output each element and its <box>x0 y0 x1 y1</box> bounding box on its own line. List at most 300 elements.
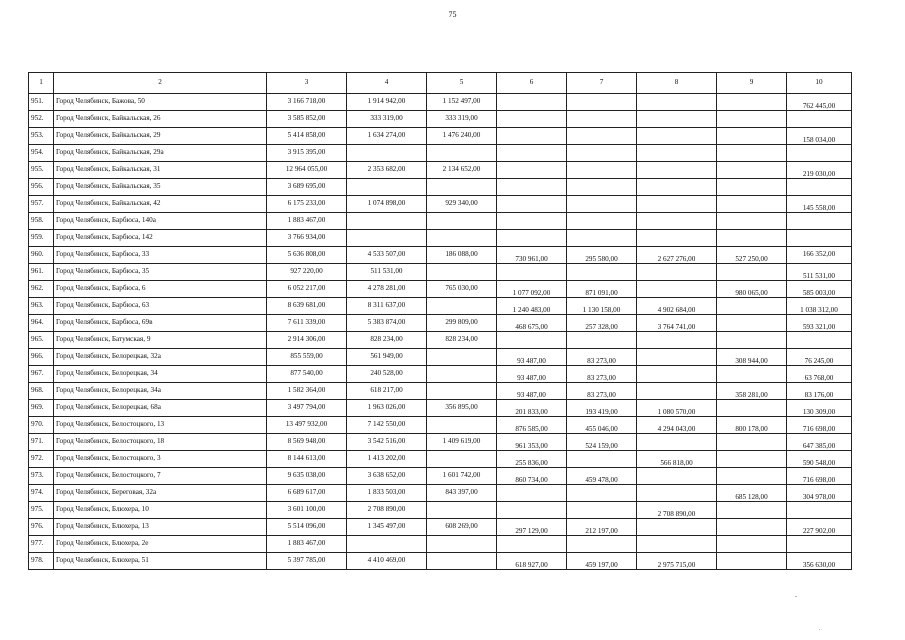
row-number: 957. <box>29 196 54 213</box>
value-cell-col10: 158 034,00 <box>787 128 852 145</box>
value-cell-col3: 9 635 038,00 <box>267 468 347 485</box>
value-cell-col4: 7 142 550,00 <box>347 417 427 434</box>
table-row <box>29 128 852 145</box>
address-cell: Город Челябинск, Барбюса, 6 <box>54 281 267 298</box>
table-row <box>29 400 852 417</box>
value-cell-col5 <box>427 502 497 519</box>
value-cell-col10: 83 176,00 <box>787 383 852 400</box>
value-cell-col4: 1 833 503,00 <box>347 485 427 502</box>
column-header-7: 7 <box>567 73 637 94</box>
table-row <box>29 281 852 298</box>
table-row <box>29 383 852 400</box>
value-cell-col7: 1 130 158,00 <box>567 298 637 315</box>
address-cell: Город Челябинск, Байкальская, 26 <box>54 111 267 128</box>
table-row <box>29 485 852 502</box>
scan-speck <box>819 629 820 630</box>
table-row <box>29 145 852 162</box>
value-cell-col10: 76 245,00 <box>787 349 852 366</box>
value-cell-col10: 511 531,00 <box>787 264 852 281</box>
value-cell-col3: 3 601 100,00 <box>267 502 347 519</box>
address-cell: Город Челябинск, Белостоцкого, 13 <box>54 417 267 434</box>
registry-table <box>28 72 852 570</box>
value-cell-col8: 2 627 276,00 <box>637 247 717 264</box>
table-row <box>29 264 852 281</box>
row-number: 956. <box>29 179 54 196</box>
value-cell-col10 <box>787 502 852 519</box>
value-cell-col4 <box>347 179 427 196</box>
row-number: 971. <box>29 434 54 451</box>
value-cell-col10 <box>787 179 852 196</box>
value-cell-col10: 227 902,00 <box>787 519 852 536</box>
table-row <box>29 332 852 349</box>
value-cell-col7 <box>567 332 637 349</box>
address-cell: Город Челябинск, Барбюса, 69в <box>54 315 267 332</box>
value-cell-col8 <box>637 485 717 502</box>
value-cell-col7: 257 328,00 <box>567 315 637 332</box>
table-row <box>29 417 852 434</box>
address-cell: Город Челябинск, Белорецкая, 34а <box>54 383 267 400</box>
value-cell-col8: 2 708 890,00 <box>637 502 717 519</box>
value-cell-col8: 566 818,00 <box>637 451 717 468</box>
address-cell: Город Челябинск, Байкальская, 31 <box>54 162 267 179</box>
value-cell-col8 <box>637 349 717 366</box>
value-cell-col6 <box>497 332 567 349</box>
value-cell-col9: 358 281,00 <box>717 383 787 400</box>
value-cell-col9 <box>717 298 787 315</box>
column-header-9: 9 <box>717 73 787 94</box>
value-cell-col5 <box>427 417 497 434</box>
value-cell-col10: 716 698,00 <box>787 417 852 434</box>
value-cell-col8 <box>637 213 717 230</box>
table-row <box>29 111 852 128</box>
value-cell-col8 <box>637 383 717 400</box>
value-cell-col3: 5 414 858,00 <box>267 128 347 145</box>
table-row <box>29 315 852 332</box>
row-number: 964. <box>29 315 54 332</box>
value-cell-col9 <box>717 94 787 111</box>
value-cell-col5: 765 030,00 <box>427 281 497 298</box>
value-cell-col7: 459 478,00 <box>567 468 637 485</box>
value-cell-col7 <box>567 145 637 162</box>
value-cell-col4: 1 074 898,00 <box>347 196 427 213</box>
value-cell-col3: 5 397 785,00 <box>267 553 347 570</box>
value-cell-col6: 255 836,00 <box>497 451 567 468</box>
value-cell-col8 <box>637 145 717 162</box>
value-cell-col10 <box>787 536 852 553</box>
value-cell-col3: 3 585 852,00 <box>267 111 347 128</box>
value-cell-col5 <box>427 298 497 315</box>
value-cell-col8 <box>637 332 717 349</box>
value-cell-col10 <box>787 145 852 162</box>
value-cell-col9 <box>717 502 787 519</box>
value-cell-col9 <box>717 162 787 179</box>
value-cell-col6 <box>497 94 567 111</box>
value-cell-col9 <box>717 179 787 196</box>
value-cell-col9 <box>717 213 787 230</box>
value-cell-col7: 83 273,00 <box>567 349 637 366</box>
value-cell-col10: 1 038 312,00 <box>787 298 852 315</box>
row-number: 962. <box>29 281 54 298</box>
value-cell-col6 <box>497 485 567 502</box>
row-number: 953. <box>29 128 54 145</box>
value-cell-col9 <box>717 536 787 553</box>
value-cell-col7 <box>567 179 637 196</box>
value-cell-col8: 4 902 684,00 <box>637 298 717 315</box>
value-cell-col6: 961 353,00 <box>497 434 567 451</box>
value-cell-col3: 5 636 808,00 <box>267 247 347 264</box>
row-number: 966. <box>29 349 54 366</box>
column-header-6: 6 <box>497 73 567 94</box>
value-cell-col5 <box>427 213 497 230</box>
value-cell-col5: 929 340,00 <box>427 196 497 213</box>
value-cell-col4 <box>347 230 427 247</box>
value-cell-col6 <box>497 230 567 247</box>
value-cell-col6: 1 240 483,00 <box>497 298 567 315</box>
value-cell-col10 <box>787 332 852 349</box>
value-cell-col7: 83 273,00 <box>567 383 637 400</box>
value-cell-col6: 93 487,00 <box>497 366 567 383</box>
value-cell-col9 <box>717 145 787 162</box>
value-cell-col5: 828 234,00 <box>427 332 497 349</box>
row-number: 978. <box>29 553 54 570</box>
value-cell-col6 <box>497 128 567 145</box>
value-cell-col7: 193 419,00 <box>567 400 637 417</box>
column-header-10: 10 <box>787 73 852 94</box>
row-number: 965. <box>29 332 54 349</box>
address-cell: Город Челябинск, Белостоцкого, 7 <box>54 468 267 485</box>
value-cell-col10: 590 548,00 <box>787 451 852 468</box>
value-cell-col3: 3 766 934,00 <box>267 230 347 247</box>
value-cell-col4: 511 531,00 <box>347 264 427 281</box>
value-cell-col10: 716 698,00 <box>787 468 852 485</box>
row-number: 954. <box>29 145 54 162</box>
address-cell: Город Челябинск, Белорецкая, 32а <box>54 349 267 366</box>
value-cell-col3: 855 559,00 <box>267 349 347 366</box>
value-cell-col8 <box>637 468 717 485</box>
value-cell-col9 <box>717 434 787 451</box>
value-cell-col8: 4 294 043,00 <box>637 417 717 434</box>
value-cell-col9 <box>717 553 787 570</box>
value-cell-col6: 730 961,00 <box>497 247 567 264</box>
value-cell-col6 <box>497 179 567 196</box>
value-cell-col3: 1 883 467,00 <box>267 536 347 553</box>
value-cell-col8 <box>637 434 717 451</box>
address-cell: Город Челябинск, Белорецкая, 34 <box>54 366 267 383</box>
value-cell-col10: 356 630,00 <box>787 553 852 570</box>
column-header-2: 2 <box>54 73 267 94</box>
value-cell-col5: 1 601 742,00 <box>427 468 497 485</box>
value-cell-col7 <box>567 536 637 553</box>
address-cell: Город Челябинск, Блюхера, 2е <box>54 536 267 553</box>
value-cell-col4: 4 533 507,00 <box>347 247 427 264</box>
row-number: 973. <box>29 468 54 485</box>
value-cell-col7 <box>567 94 637 111</box>
value-cell-col4: 828 234,00 <box>347 332 427 349</box>
table-row <box>29 247 852 264</box>
value-cell-col7 <box>567 162 637 179</box>
value-cell-col10: 145 558,00 <box>787 196 852 213</box>
table-row <box>29 366 852 383</box>
value-cell-col7 <box>567 111 637 128</box>
value-cell-col9 <box>717 315 787 332</box>
table-row <box>29 468 852 485</box>
value-cell-col4: 333 319,00 <box>347 111 427 128</box>
value-cell-col7 <box>567 213 637 230</box>
value-cell-col9: 308 944,00 <box>717 349 787 366</box>
value-cell-col9 <box>717 468 787 485</box>
value-cell-col7: 459 197,00 <box>567 553 637 570</box>
scan-speck <box>795 596 797 597</box>
value-cell-col6: 201 833,00 <box>497 400 567 417</box>
value-cell-col9 <box>717 230 787 247</box>
value-cell-col4: 240 528,00 <box>347 366 427 383</box>
value-cell-col4 <box>347 213 427 230</box>
address-cell: Город Челябинск, Белостоцкого, 3 <box>54 451 267 468</box>
value-cell-col5: 333 319,00 <box>427 111 497 128</box>
row-number: 960. <box>29 247 54 264</box>
value-cell-col5 <box>427 145 497 162</box>
table-row <box>29 553 852 570</box>
column-header-5: 5 <box>427 73 497 94</box>
table-body <box>29 94 852 570</box>
table-row <box>29 536 852 553</box>
value-cell-col4: 1 413 202,00 <box>347 451 427 468</box>
row-number: 961. <box>29 264 54 281</box>
address-cell: Город Челябинск, Барбюса, 63 <box>54 298 267 315</box>
value-cell-col8 <box>637 366 717 383</box>
value-cell-col8 <box>637 281 717 298</box>
value-cell-col5 <box>427 366 497 383</box>
value-cell-col3: 6 689 617,00 <box>267 485 347 502</box>
value-cell-col6: 618 927,00 <box>497 553 567 570</box>
value-cell-col3: 7 611 339,00 <box>267 315 347 332</box>
row-number: 958. <box>29 213 54 230</box>
value-cell-col4: 4 278 281,00 <box>347 281 427 298</box>
value-cell-col3: 6 175 233,00 <box>267 196 347 213</box>
value-cell-col5: 843 397,00 <box>427 485 497 502</box>
value-cell-col6: 93 487,00 <box>497 383 567 400</box>
value-cell-col9 <box>717 400 787 417</box>
value-cell-col3: 5 514 096,00 <box>267 519 347 536</box>
value-cell-col9: 980 065,00 <box>717 281 787 298</box>
value-cell-col10: 647 385,00 <box>787 434 852 451</box>
address-cell: Город Челябинск, Белостоцкого, 18 <box>54 434 267 451</box>
value-cell-col5: 2 134 652,00 <box>427 162 497 179</box>
value-cell-col4: 4 410 469,00 <box>347 553 427 570</box>
value-cell-col5 <box>427 451 497 468</box>
value-cell-col8 <box>637 230 717 247</box>
value-cell-col8 <box>637 536 717 553</box>
value-cell-col9: 527 250,00 <box>717 247 787 264</box>
value-cell-col8: 3 764 741,00 <box>637 315 717 332</box>
value-cell-col3: 13 497 932,00 <box>267 417 347 434</box>
table-row <box>29 298 852 315</box>
table-row <box>29 196 852 213</box>
value-cell-col5: 1 476 240,00 <box>427 128 497 145</box>
row-number: 977. <box>29 536 54 553</box>
value-cell-col6 <box>497 213 567 230</box>
row-number: 968. <box>29 383 54 400</box>
address-cell: Город Челябинск, Бажова, 50 <box>54 94 267 111</box>
value-cell-col7 <box>567 264 637 281</box>
row-number: 969. <box>29 400 54 417</box>
value-cell-col5: 1 152 497,00 <box>427 94 497 111</box>
value-cell-col4: 1 634 274,00 <box>347 128 427 145</box>
value-cell-col4: 561 949,00 <box>347 349 427 366</box>
value-cell-col7 <box>567 502 637 519</box>
value-cell-col7 <box>567 485 637 502</box>
address-cell: Город Челябинск, Барбюса, 35 <box>54 264 267 281</box>
table-row <box>29 94 852 111</box>
value-cell-col9 <box>717 451 787 468</box>
value-cell-col7 <box>567 128 637 145</box>
value-cell-col6: 93 487,00 <box>497 349 567 366</box>
value-cell-col7 <box>567 230 637 247</box>
row-number: 951. <box>29 94 54 111</box>
column-header-1: 1 <box>29 73 54 94</box>
table-row <box>29 179 852 196</box>
row-number: 967. <box>29 366 54 383</box>
value-cell-col6 <box>497 264 567 281</box>
value-cell-col6: 468 675,00 <box>497 315 567 332</box>
value-cell-col3: 12 964 055,00 <box>267 162 347 179</box>
value-cell-col3: 8 144 613,00 <box>267 451 347 468</box>
value-cell-col5 <box>427 383 497 400</box>
page-number: 75 <box>448 10 457 19</box>
value-cell-col3: 6 052 217,00 <box>267 281 347 298</box>
value-cell-col4: 1 963 026,00 <box>347 400 427 417</box>
column-header-4: 4 <box>347 73 427 94</box>
value-cell-col7 <box>567 451 637 468</box>
address-cell: Город Челябинск, Байкальская, 29а <box>54 145 267 162</box>
value-cell-col4: 2 353 682,00 <box>347 162 427 179</box>
value-cell-col4: 618 217,00 <box>347 383 427 400</box>
value-cell-col3: 3 915 395,00 <box>267 145 347 162</box>
value-cell-col3: 877 540,00 <box>267 366 347 383</box>
value-cell-col7: 212 197,00 <box>567 519 637 536</box>
value-cell-col4: 5 383 874,00 <box>347 315 427 332</box>
value-cell-col3: 927 220,00 <box>267 264 347 281</box>
row-number: 974. <box>29 485 54 502</box>
value-cell-col6: 876 585,00 <box>497 417 567 434</box>
value-cell-col5: 608 269,00 <box>427 519 497 536</box>
value-cell-col5: 356 895,00 <box>427 400 497 417</box>
value-cell-col7: 524 159,00 <box>567 434 637 451</box>
row-number: 963. <box>29 298 54 315</box>
value-cell-col3: 1 582 364,00 <box>267 383 347 400</box>
value-cell-col3: 2 914 306,00 <box>267 332 347 349</box>
value-cell-col9 <box>717 366 787 383</box>
value-cell-col6 <box>497 536 567 553</box>
value-cell-col4: 1 914 942,00 <box>347 94 427 111</box>
value-cell-col5: 186 088,00 <box>427 247 497 264</box>
value-cell-col6: 1 077 092,00 <box>497 281 567 298</box>
value-cell-col7: 871 091,00 <box>567 281 637 298</box>
value-cell-col8 <box>637 519 717 536</box>
table-row <box>29 451 852 468</box>
value-cell-col3: 8 639 681,00 <box>267 298 347 315</box>
address-cell: Город Челябинск, Байкальская, 35 <box>54 179 267 196</box>
value-cell-col4: 3 542 516,00 <box>347 434 427 451</box>
address-cell: Город Челябинск, Блюхера, 51 <box>54 553 267 570</box>
value-cell-col9 <box>717 128 787 145</box>
table-header <box>29 73 852 94</box>
value-cell-col8 <box>637 128 717 145</box>
value-cell-col10: 585 003,00 <box>787 281 852 298</box>
address-cell: Город Челябинск, Береговая, 32а <box>54 485 267 502</box>
value-cell-col7: 83 273,00 <box>567 366 637 383</box>
value-cell-col5 <box>427 179 497 196</box>
table-row <box>29 349 852 366</box>
row-number: 975. <box>29 502 54 519</box>
value-cell-col3: 3 166 718,00 <box>267 94 347 111</box>
header-row <box>29 73 852 94</box>
value-cell-col10: 130 309,00 <box>787 400 852 417</box>
value-cell-col5: 299 809,00 <box>427 315 497 332</box>
value-cell-col9: 800 178,00 <box>717 417 787 434</box>
row-number: 955. <box>29 162 54 179</box>
value-cell-col10: 304 978,00 <box>787 485 852 502</box>
value-cell-col9 <box>717 332 787 349</box>
value-cell-col3: 3 497 794,00 <box>267 400 347 417</box>
value-cell-col4: 8 311 637,00 <box>347 298 427 315</box>
address-cell: Город Челябинск, Байкальская, 29 <box>54 128 267 145</box>
value-cell-col3: 8 569 948,00 <box>267 434 347 451</box>
value-cell-col5 <box>427 230 497 247</box>
address-cell: Город Челябинск, Барбюса, 142 <box>54 230 267 247</box>
value-cell-col8 <box>637 179 717 196</box>
value-cell-col9 <box>717 196 787 213</box>
value-cell-col9 <box>717 519 787 536</box>
table-row <box>29 213 852 230</box>
value-cell-col8 <box>637 196 717 213</box>
value-cell-col10: 219 030,00 <box>787 162 852 179</box>
value-cell-col8 <box>637 264 717 281</box>
value-cell-col4 <box>347 145 427 162</box>
value-cell-col3: 1 883 467,00 <box>267 213 347 230</box>
value-cell-col6 <box>497 196 567 213</box>
value-cell-col5: 1 409 619,00 <box>427 434 497 451</box>
value-cell-col9 <box>717 264 787 281</box>
value-cell-col10 <box>787 111 852 128</box>
row-number: 976. <box>29 519 54 536</box>
value-cell-col10: 166 352,00 <box>787 247 852 264</box>
address-cell: Город Челябинск, Блюхера, 13 <box>54 519 267 536</box>
value-cell-col8 <box>637 111 717 128</box>
value-cell-col7: 455 046,00 <box>567 417 637 434</box>
value-cell-col10: 63 768,00 <box>787 366 852 383</box>
value-cell-col4 <box>347 536 427 553</box>
column-header-3: 3 <box>267 73 347 94</box>
value-cell-col8: 2 975 715,00 <box>637 553 717 570</box>
value-cell-col5 <box>427 349 497 366</box>
value-cell-col7: 295 580,00 <box>567 247 637 264</box>
row-number: 970. <box>29 417 54 434</box>
value-cell-col10: 762 445,00 <box>787 94 852 111</box>
address-cell: Город Челябинск, Блюхера, 10 <box>54 502 267 519</box>
value-cell-col9 <box>717 111 787 128</box>
table-row <box>29 502 852 519</box>
value-cell-col5 <box>427 536 497 553</box>
table-row <box>29 162 852 179</box>
address-cell: Город Челябинск, Барбюса, 140а <box>54 213 267 230</box>
row-number: 972. <box>29 451 54 468</box>
value-cell-col10 <box>787 213 852 230</box>
table-row <box>29 519 852 536</box>
row-number: 952. <box>29 111 54 128</box>
value-cell-col7 <box>567 196 637 213</box>
table-row <box>29 230 852 247</box>
